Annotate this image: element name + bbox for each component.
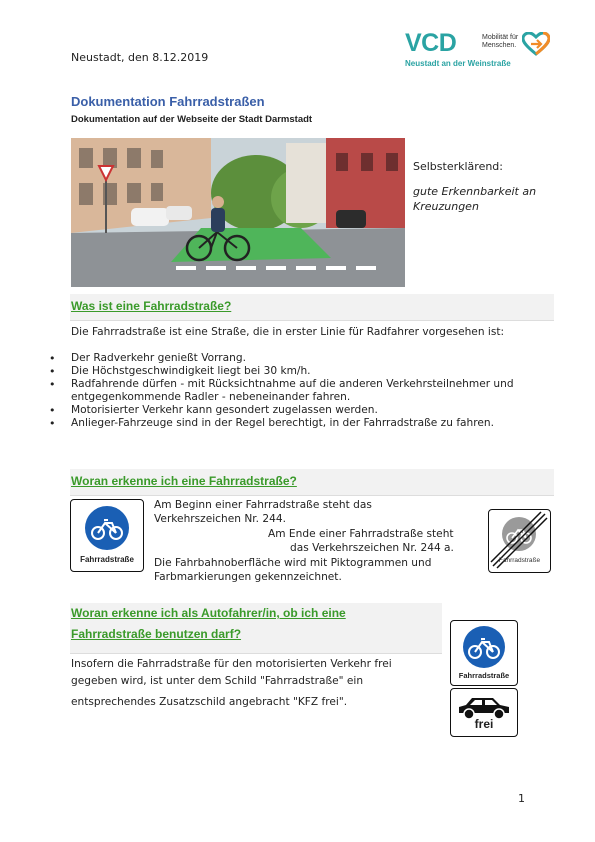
vcd-logo	[405, 30, 550, 74]
list-item: • Radfahrende dürfen - mit Rücksichtnahme auf die anderen Verkehrsteilnehmer und entgegenkommende Radler - nebeneinander fahren.	[50, 378, 550, 404]
list-item: • Motorisierter Verkehr kann gesondert zugelassen werden.	[50, 404, 550, 417]
section-2-line-6: Farbmarkierungen gekennzeichnet.	[154, 571, 342, 583]
section-2-line-1: Am Beginn einer Fahrradstraße steht das	[154, 499, 372, 511]
photo-caption-2: gute Erkennbarkeit an Kreuzungen	[413, 185, 537, 213]
list-item: • Die Höchstgeschwindigkeit liegt bei 30 km/h.	[50, 365, 550, 378]
section-3-line-3: entsprechendes Zusatzschild angebracht "KFZ frei".	[71, 696, 348, 708]
section-2-line-4: das Verkehrszeichen Nr. 244 a.	[290, 542, 454, 554]
bicycle-sign-icon	[71, 502, 143, 554]
section-3-line-2: gegeben wird, ist unter dem Schild "Fahrradstraße" ein	[71, 675, 364, 687]
bicycle-street-sign-end	[488, 509, 551, 573]
section-heading-3	[70, 603, 442, 654]
date-line: Neustadt, den 8.12.2019	[71, 51, 209, 64]
section-heading-1	[70, 294, 554, 321]
logo-tagline: Mobilität für Menschen.	[482, 34, 519, 49]
sign-label: Fahrradstraße	[458, 671, 510, 680]
street-photo	[71, 138, 405, 287]
section-heading-1-text: Was ist eine Fahrradstraße?	[71, 299, 232, 313]
car-allowed-sign	[450, 688, 518, 737]
bicycle-sign-icon	[451, 624, 517, 670]
section-heading-3-line-2: Fahrradstraße benutzen darf?	[71, 627, 242, 641]
section-1-intro: Die Fahrradstraße ist eine Straße, die in erster Linie für Radfahrer vorgesehen ist:	[71, 326, 505, 338]
section-1-list	[50, 352, 550, 430]
sign-label: Fahrradstraße	[498, 557, 541, 564]
bicycle-street-sign	[450, 620, 518, 686]
extra-sign-label: frei	[474, 717, 494, 731]
heart-logo-icon	[522, 32, 550, 56]
logo-text: VCD	[405, 29, 457, 57]
section-2-line-5: Die Fahrbahnoberfläche wird mit Piktogrammen und	[154, 557, 432, 569]
sign-label: Fahrradstraße	[80, 555, 134, 564]
page-number: 1	[518, 792, 525, 805]
list-item: • Der Radverkehr genießt Vorrang.	[50, 352, 550, 365]
page-title: Dokumentation Fahrradstraßen	[71, 94, 265, 109]
section-2-line-3: Am Ende einer Fahrradstraße steht	[268, 528, 454, 540]
photo-caption-1: Selbsterklärend:	[413, 160, 503, 173]
logo-place: Neustadt an der Weinstraße	[405, 59, 511, 68]
section-heading-2	[70, 469, 554, 496]
bicycle-street-sign-start	[70, 499, 144, 572]
section-2-line-2: Verkehrszeichen Nr. 244.	[154, 513, 286, 525]
section-heading-3-line-1: Woran erkenne ich als Autofahrer/in, ob ich eine	[71, 606, 346, 620]
list-item: • Anlieger-Fahrzeuge sind in der Regel berechtigt, in der Fahrradstraße zu fahren.	[50, 417, 550, 430]
page-subtitle: Dokumentation auf der Webseite der Stadt Darmstadt	[71, 114, 313, 125]
section-heading-2-text: Woran erkenne ich eine Fahrradstraße?	[71, 474, 297, 488]
section-3-line-1: Insofern die Fahrradstraße für den motorisierten Verkehr frei	[71, 658, 392, 670]
